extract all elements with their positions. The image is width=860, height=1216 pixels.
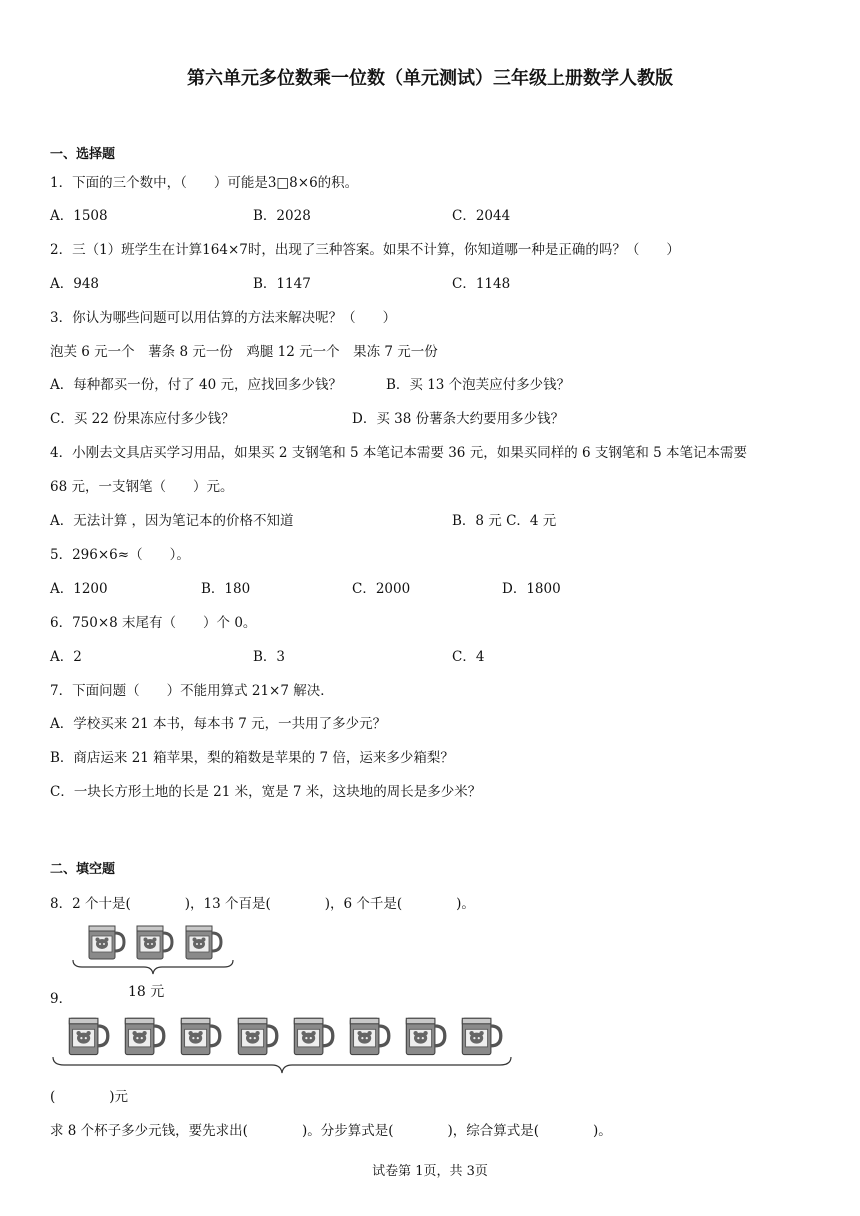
question-3-menu: 泡芙 6 元一个 薯条 8 元一份 鸡腿 12 元一个 果冻 7 元一份 [50,344,438,360]
question-3-option-d: D．买 38 份薯条大约要用多少钱？ [352,411,565,427]
mug-icon [122,1016,166,1058]
question-3-option-b: B．买 13 个泡芙应付多少钱？ [386,377,571,393]
question-3-option-c: C．买 22 份果冻应付多少钱？ [50,411,235,427]
question-7-stem: 7．下面问题（ ）不能用算式 21×7 解决． [50,683,334,699]
question-7-option-a: A．学校买来 21 本书，每本书 7 元，一共用了多少元？ [50,716,387,732]
question-2-stem: 2．三（1）班学生在计算164×7时，出现了三种答案。如果不计算，你知道哪一种是正确的吗？（ ） [50,242,680,258]
price-label: 18 元 [128,984,165,1000]
mug-icon [291,1016,335,1058]
question-9-answer-line: ( )元 [50,1089,129,1105]
question-4-option-bc: B．8 元 C．4 元 [452,513,557,529]
question-5-option-a: A．1200 [50,581,108,597]
question-8-stem: 8．2 个十是( )，13 个百是( )，6 个千是( )。 [50,896,475,912]
question-5-stem: 5．296×6≈（ ）。 [50,547,190,563]
question-1-option-a: A．1508 [50,208,108,224]
section-heading-choice: 一、选择题 [50,147,116,162]
question-6-stem: 6．750×8 末尾有（ ）个 0。 [50,615,257,631]
question-5-option-c: C．2000 [352,581,411,597]
question-4-stem-line1: 4．小刚去文具店买学习用品，如果买 2 支钢笔和 5 本笔记本需要 36 元，如果买同样的 6 支钢笔和 5 本笔记本需要 [50,445,748,461]
question-2-option-b: B．1147 [253,276,311,292]
question-4-option-a: A．无法计算 ，因为笔记本的价格不知道 [50,513,294,529]
question-3-stem: 3．你认为哪些问题可以用估算的方法来解决呢？（ ） [50,310,397,326]
question-2-option-a: A．948 [50,276,100,292]
mug-icon [403,1016,447,1058]
question-1-option-c: C．2044 [452,208,511,224]
mug-icon [347,1016,391,1058]
question-6-option-a: A．2 [50,649,82,665]
question-6-option-b: B．3 [253,649,286,665]
question-1-option-b: B．2028 [253,208,311,224]
question-3-option-a: A．每种都买一份，付了 40 元，应找回多少钱？ [50,377,343,393]
page-title: 第六单元多位数乘一位数（单元测试）三年级上册数学人教版 [187,68,673,89]
question-9-question: 求 8 个杯子多少元钱，要先求出( )。分步算式是( )，综合算式是( )。 [50,1123,612,1139]
mug-icon [86,924,126,962]
mug-icon [178,1016,222,1058]
mug-icon [66,1016,110,1058]
mug-icon [183,924,223,962]
question-2-option-c: C．1148 [452,276,511,292]
brace-top [72,958,234,976]
brace-bottom [52,1055,512,1075]
question-6-option-c: C．4 [452,649,485,665]
question-1-stem: 1．下面的三个数中，（ ）可能是3□8×6的积。 [50,175,359,191]
question-7-option-b: B．商店运来 21 箱苹果，梨的箱数是苹果的 7 倍，运来多少箱梨？ [50,750,454,766]
mug-icon [134,924,174,962]
question-4-stem-line2: 68 元，一支钢笔（ ）元。 [50,479,234,495]
question-9-number: 9． [50,991,73,1007]
page-footer: 试卷第 1页，共 3页 [372,1164,488,1179]
mug-icon [235,1016,279,1058]
section-heading-fill: 二、填空题 [50,862,116,877]
question-7-option-c: C．一块长方形土地的长是 21 米，宽是 7 米，这块地的周长是多少米？ [50,784,482,800]
question-5-option-d: D．1800 [502,581,561,597]
question-5-option-b: B．180 [201,581,251,597]
mug-icon [459,1016,503,1058]
